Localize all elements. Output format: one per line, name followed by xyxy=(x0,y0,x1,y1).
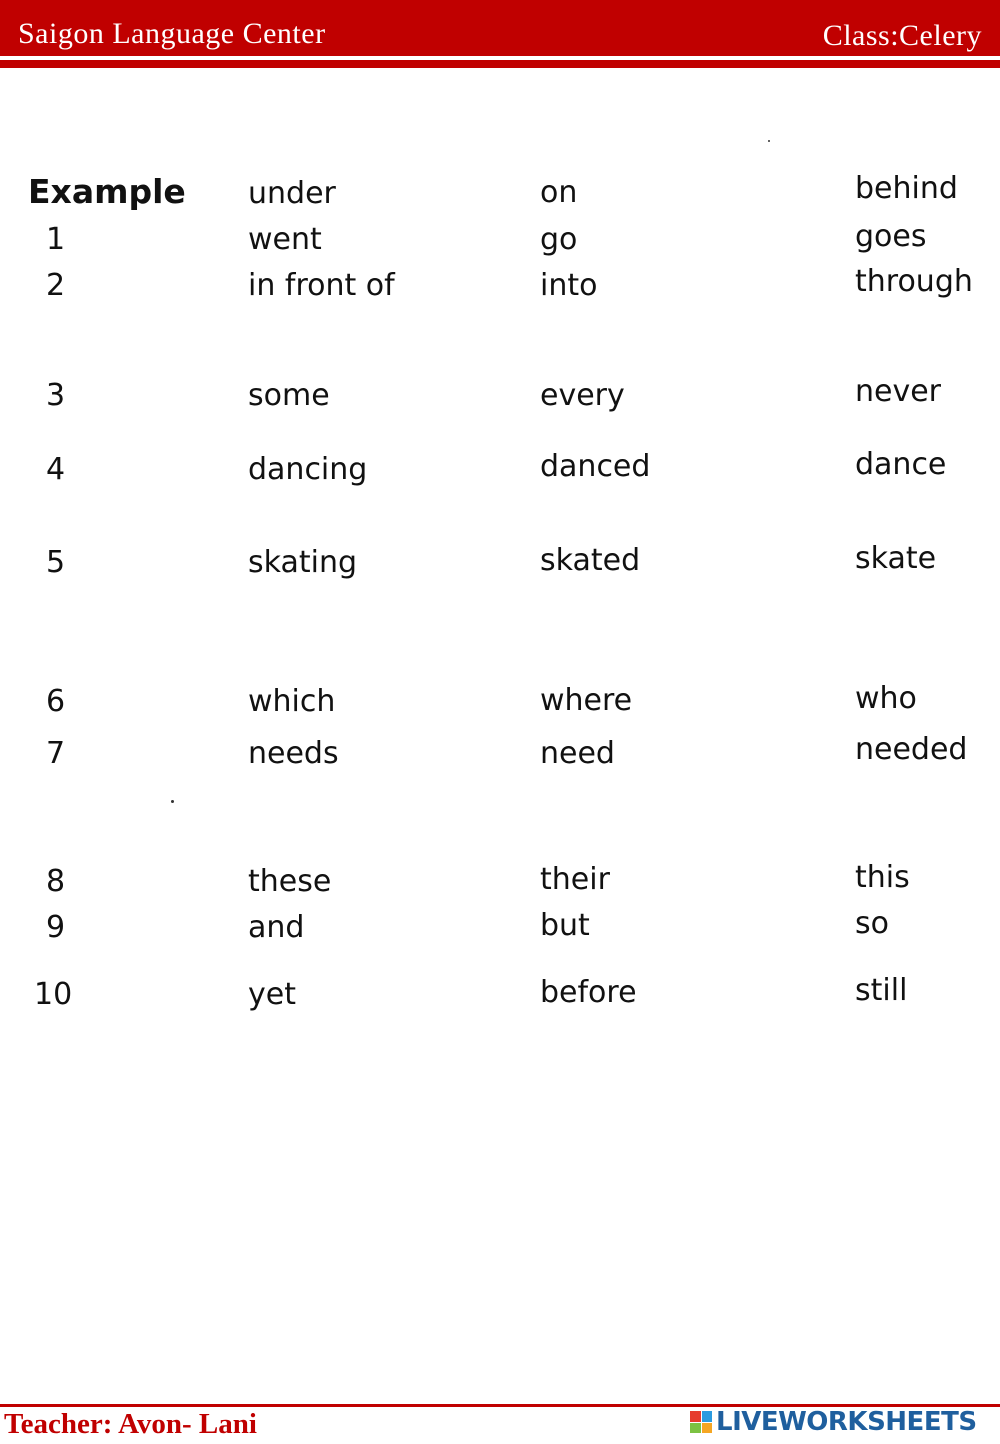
option-a[interactable]: needs xyxy=(248,736,339,771)
option-b[interactable]: on xyxy=(540,175,578,210)
row-label: 6 xyxy=(46,684,66,719)
option-c[interactable]: never xyxy=(855,374,942,409)
option-c[interactable]: skate xyxy=(855,541,937,576)
option-a[interactable]: and xyxy=(248,910,305,945)
option-a[interactable]: which xyxy=(248,684,336,719)
option-a[interactable]: some xyxy=(248,378,330,413)
option-b[interactable]: danced xyxy=(540,449,651,484)
question-row xyxy=(0,264,1000,308)
option-a[interactable]: yet xyxy=(248,977,296,1012)
question-row xyxy=(0,973,1000,1017)
option-c[interactable]: through xyxy=(855,264,973,299)
option-b[interactable]: skated xyxy=(540,543,641,578)
option-b[interactable]: go xyxy=(540,222,578,257)
option-c[interactable]: who xyxy=(855,681,917,716)
option-b[interactable]: every xyxy=(540,378,625,413)
liveworksheets-logo-icon xyxy=(690,1411,712,1433)
row-label: 3 xyxy=(46,378,66,413)
question-row xyxy=(0,218,1000,262)
row-label: 7 xyxy=(46,736,66,771)
option-c[interactable]: goes xyxy=(855,219,927,254)
logo-text: LIVEWORKSHEETS xyxy=(716,1407,977,1437)
class-label: Class:Celery xyxy=(822,19,982,52)
option-b[interactable]: into xyxy=(540,268,598,303)
option-a[interactable]: under xyxy=(248,176,336,211)
option-b[interactable]: their xyxy=(540,862,610,897)
option-a[interactable]: went xyxy=(248,222,322,257)
row-label: 2 xyxy=(46,268,66,303)
question-row xyxy=(0,732,1000,776)
row-label: 5 xyxy=(46,545,66,580)
option-c[interactable]: so xyxy=(855,906,889,941)
question-row xyxy=(0,906,1000,950)
option-c[interactable]: this xyxy=(855,860,910,895)
option-b[interactable]: but xyxy=(540,908,590,943)
option-b[interactable]: where xyxy=(540,683,633,718)
liveworksheets-logo xyxy=(690,1406,977,1438)
row-label: 8 xyxy=(46,864,66,899)
scan-speck xyxy=(171,800,174,803)
option-b[interactable]: before xyxy=(540,975,637,1010)
example-row xyxy=(0,170,1000,214)
row-label: Example xyxy=(28,172,186,211)
row-label: 10 xyxy=(34,977,73,1012)
option-a[interactable]: in front of xyxy=(248,268,395,303)
option-a[interactable]: dancing xyxy=(248,452,368,487)
row-label: 1 xyxy=(46,222,66,257)
option-c[interactable]: still xyxy=(855,973,908,1008)
option-c[interactable]: dance xyxy=(855,447,947,482)
option-c[interactable]: needed xyxy=(855,732,968,767)
question-row xyxy=(0,680,1000,724)
row-label: 4 xyxy=(46,452,66,487)
row-label: 9 xyxy=(46,910,66,945)
question-row xyxy=(0,860,1000,904)
option-b[interactable]: need xyxy=(540,736,615,771)
option-a[interactable]: skating xyxy=(248,545,358,580)
school-name: Saigon Language Center xyxy=(18,17,326,50)
question-row xyxy=(0,374,1000,418)
question-row xyxy=(0,448,1000,492)
option-c[interactable]: behind xyxy=(855,171,958,206)
scan-speck xyxy=(768,140,770,142)
option-a[interactable]: these xyxy=(248,864,332,899)
question-row xyxy=(0,541,1000,585)
teacher-name: Teacher: Avon- Lani xyxy=(4,1408,257,1440)
